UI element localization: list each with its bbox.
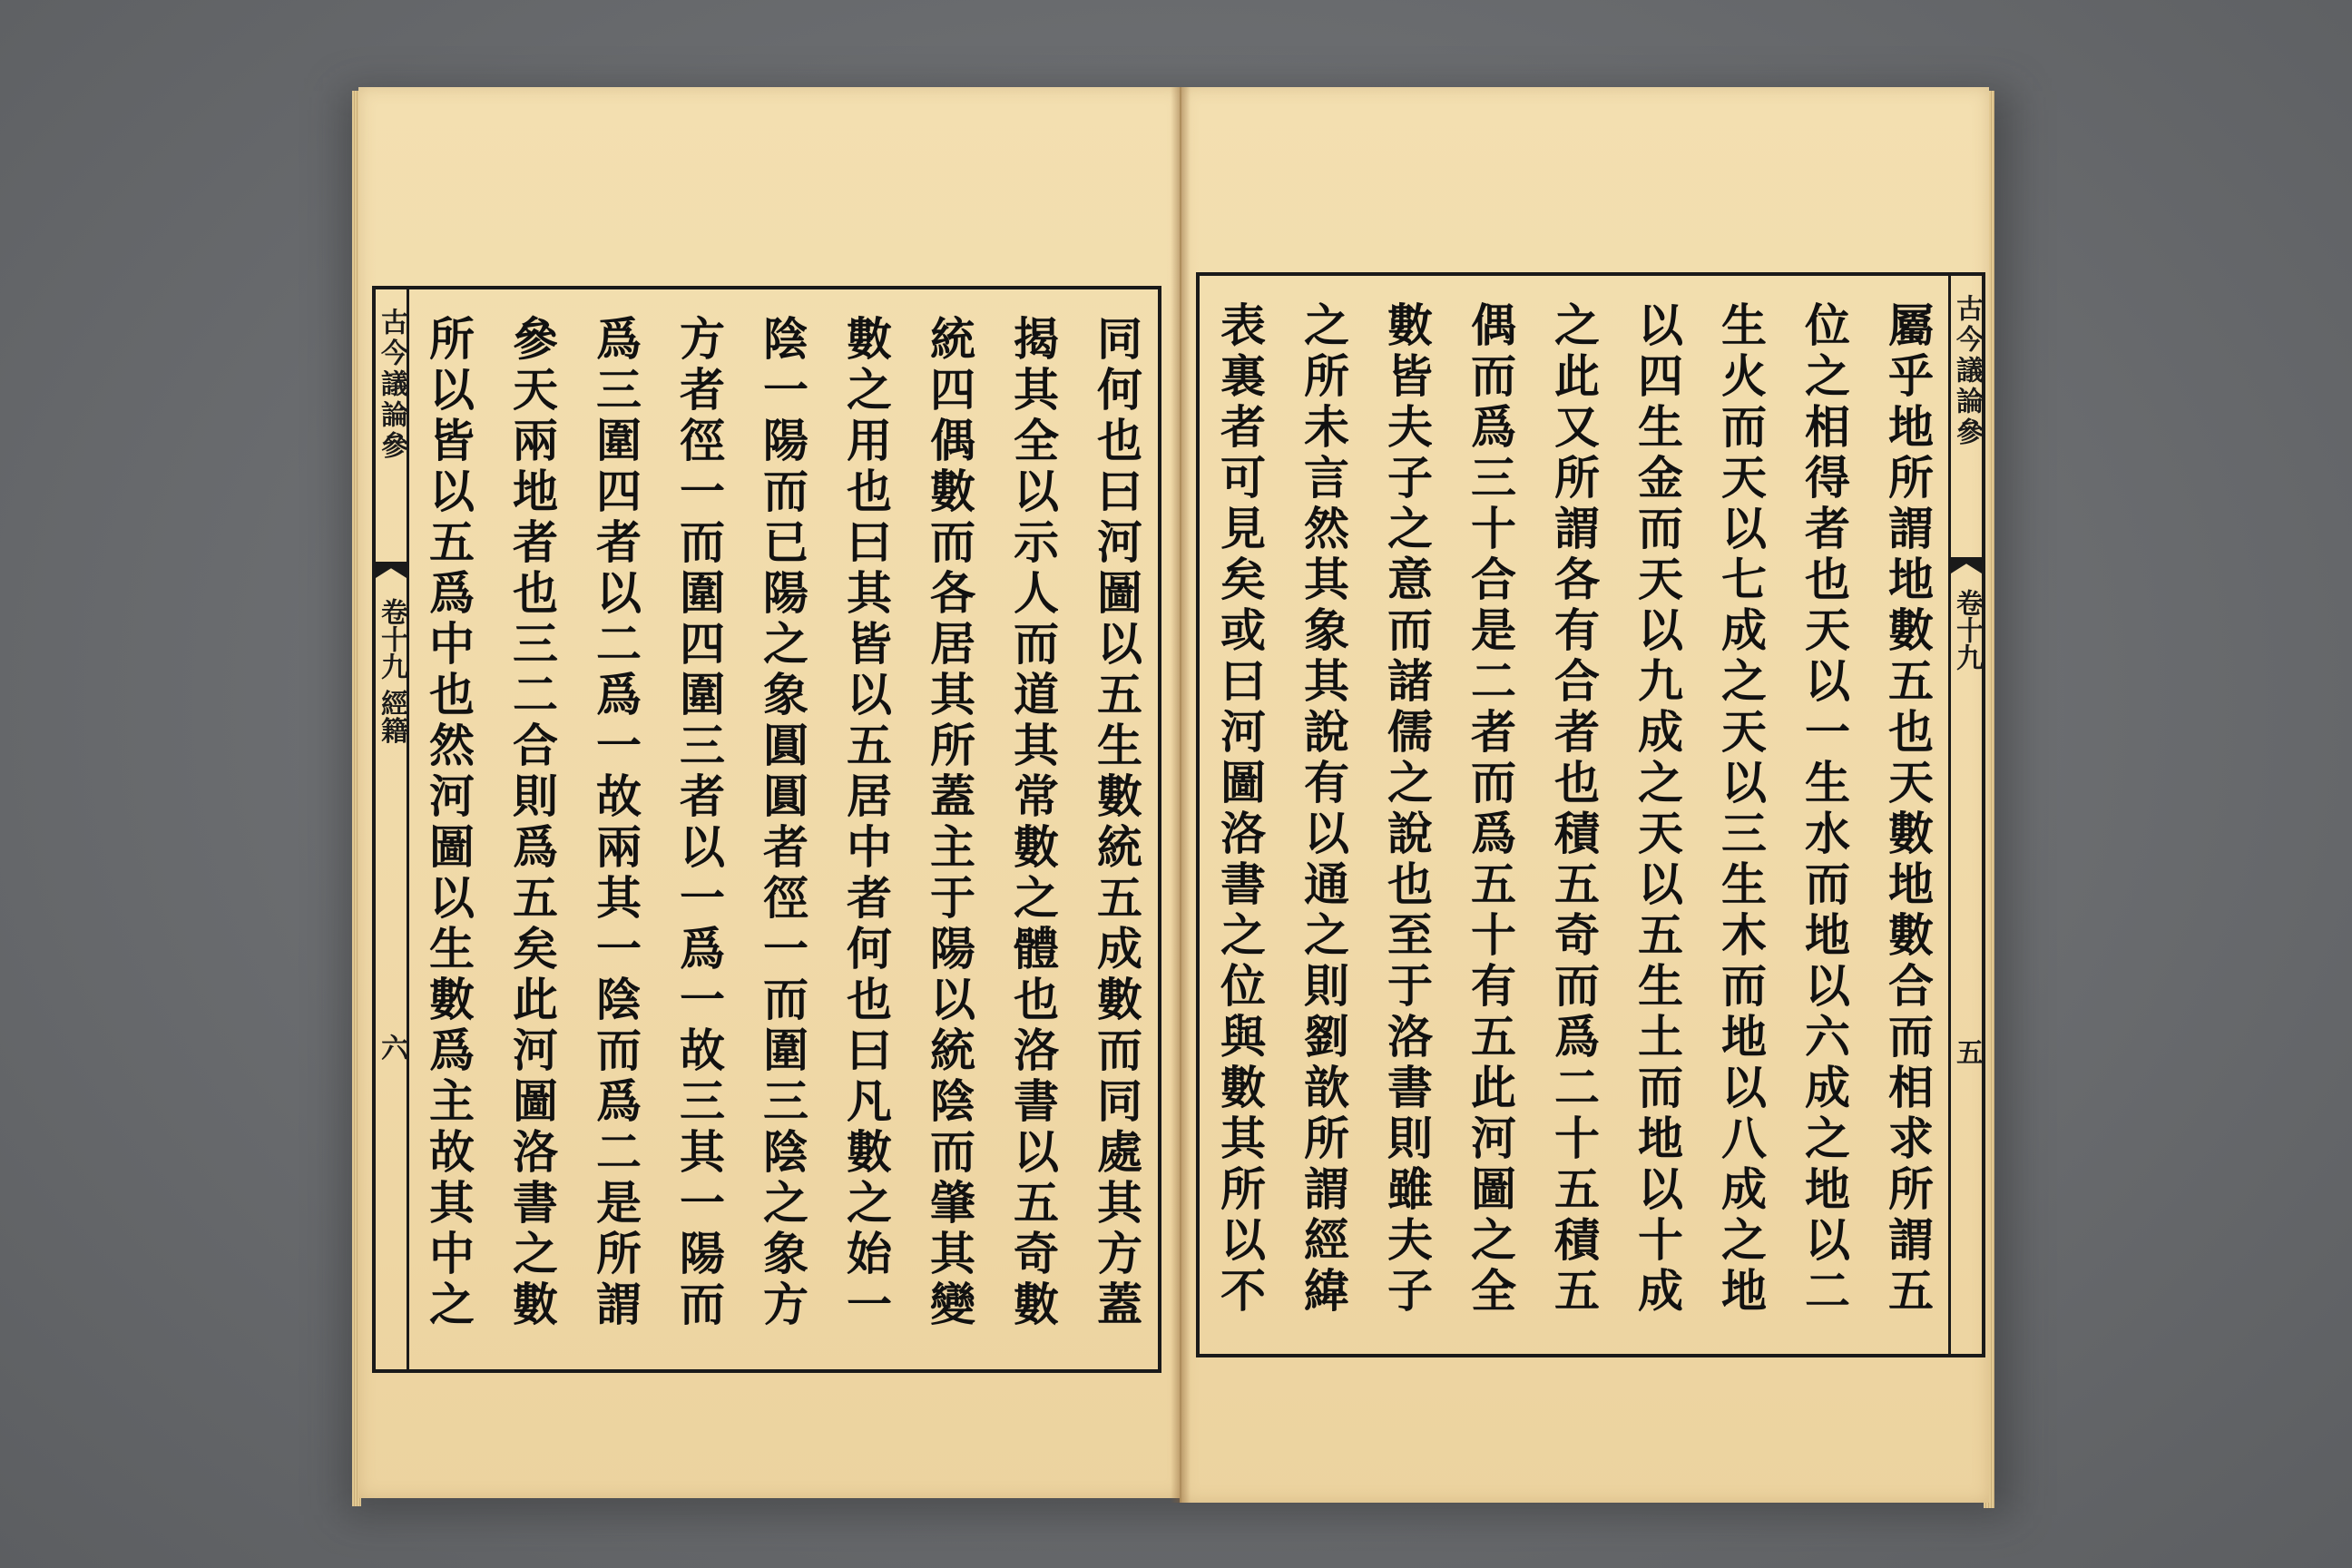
right-page-number: 五 <box>1951 1038 1983 1065</box>
right-banxin <box>1948 276 1982 1354</box>
text-column: 之此又所謂各有合者也積五奇而爲二十五積五 <box>1547 301 1601 1318</box>
text-column: 同何也曰河圖以五生數統五成數而同處其方蓋 <box>1090 315 1143 1331</box>
fishtail-mark <box>376 562 407 578</box>
left-banxin-title: 古今議論參 <box>376 308 407 462</box>
text-column: 以四生金而天以九成之天以五生土而地以十成 <box>1631 301 1684 1318</box>
text-column: 統四偶數而各居其所蓋主于陽以統陰而肇其變 <box>923 315 976 1331</box>
book-gutter <box>1171 87 1191 1503</box>
text-column: 數之用也曰其皆以五居中者何也曰凡數之始一 <box>839 315 893 1331</box>
text-column: 方者徑一而圍四圍三者以一爲一故三其一陽而 <box>672 315 726 1331</box>
left-text-frame <box>372 286 1161 1373</box>
text-column: 生火而天以七成之天以三生木而地以八成之地 <box>1714 301 1768 1318</box>
text-column: 參天兩地者也三二合則爲五矣此河圖洛書之數 <box>505 315 559 1331</box>
right-banxin-juan: 卷十九 <box>1951 589 1983 671</box>
left-text-columns <box>421 315 1143 1351</box>
text-column: 屬乎地所謂地數五也天數地數合而相求所謂五 <box>1881 301 1935 1318</box>
text-column: 所以皆以五爲中也然河圖以生數爲主故其中之 <box>422 315 475 1331</box>
left-banxin <box>376 289 409 1369</box>
text-column: 爲三圍四者以二爲一故兩其一陰而爲二是所謂 <box>589 315 642 1331</box>
text-column: 揭其全以示人而道其常數之體也洛書以五奇數 <box>1006 315 1060 1331</box>
left-page-number: 六 <box>376 1034 407 1061</box>
right-banxin-title: 古今議論參 <box>1951 294 1983 448</box>
text-column: 位之相得者也天以一生水而地以六成之地以二 <box>1798 301 1851 1318</box>
text-column: 數皆夫子之意而諸儒之說也至于洛書則雖夫子 <box>1380 301 1434 1318</box>
text-column: 陰一陽而已陽之象圓圓者徑一而圍三陰之象方 <box>756 315 809 1331</box>
right-text-columns <box>1212 301 1935 1336</box>
text-column: 偶而爲三十合是二者而爲五十有五此河圖之全 <box>1464 301 1517 1318</box>
text-column: 之所未言然其象其說有以通之則劉歆所謂經緯 <box>1297 301 1350 1318</box>
fishtail-mark <box>1951 557 1982 573</box>
text-column: 表裏者可見矣或曰河圖洛書之位與數其所以不 <box>1213 301 1267 1318</box>
right-text-frame <box>1196 272 1985 1357</box>
left-banxin-juan: 卷十九 經籍 <box>376 598 407 744</box>
